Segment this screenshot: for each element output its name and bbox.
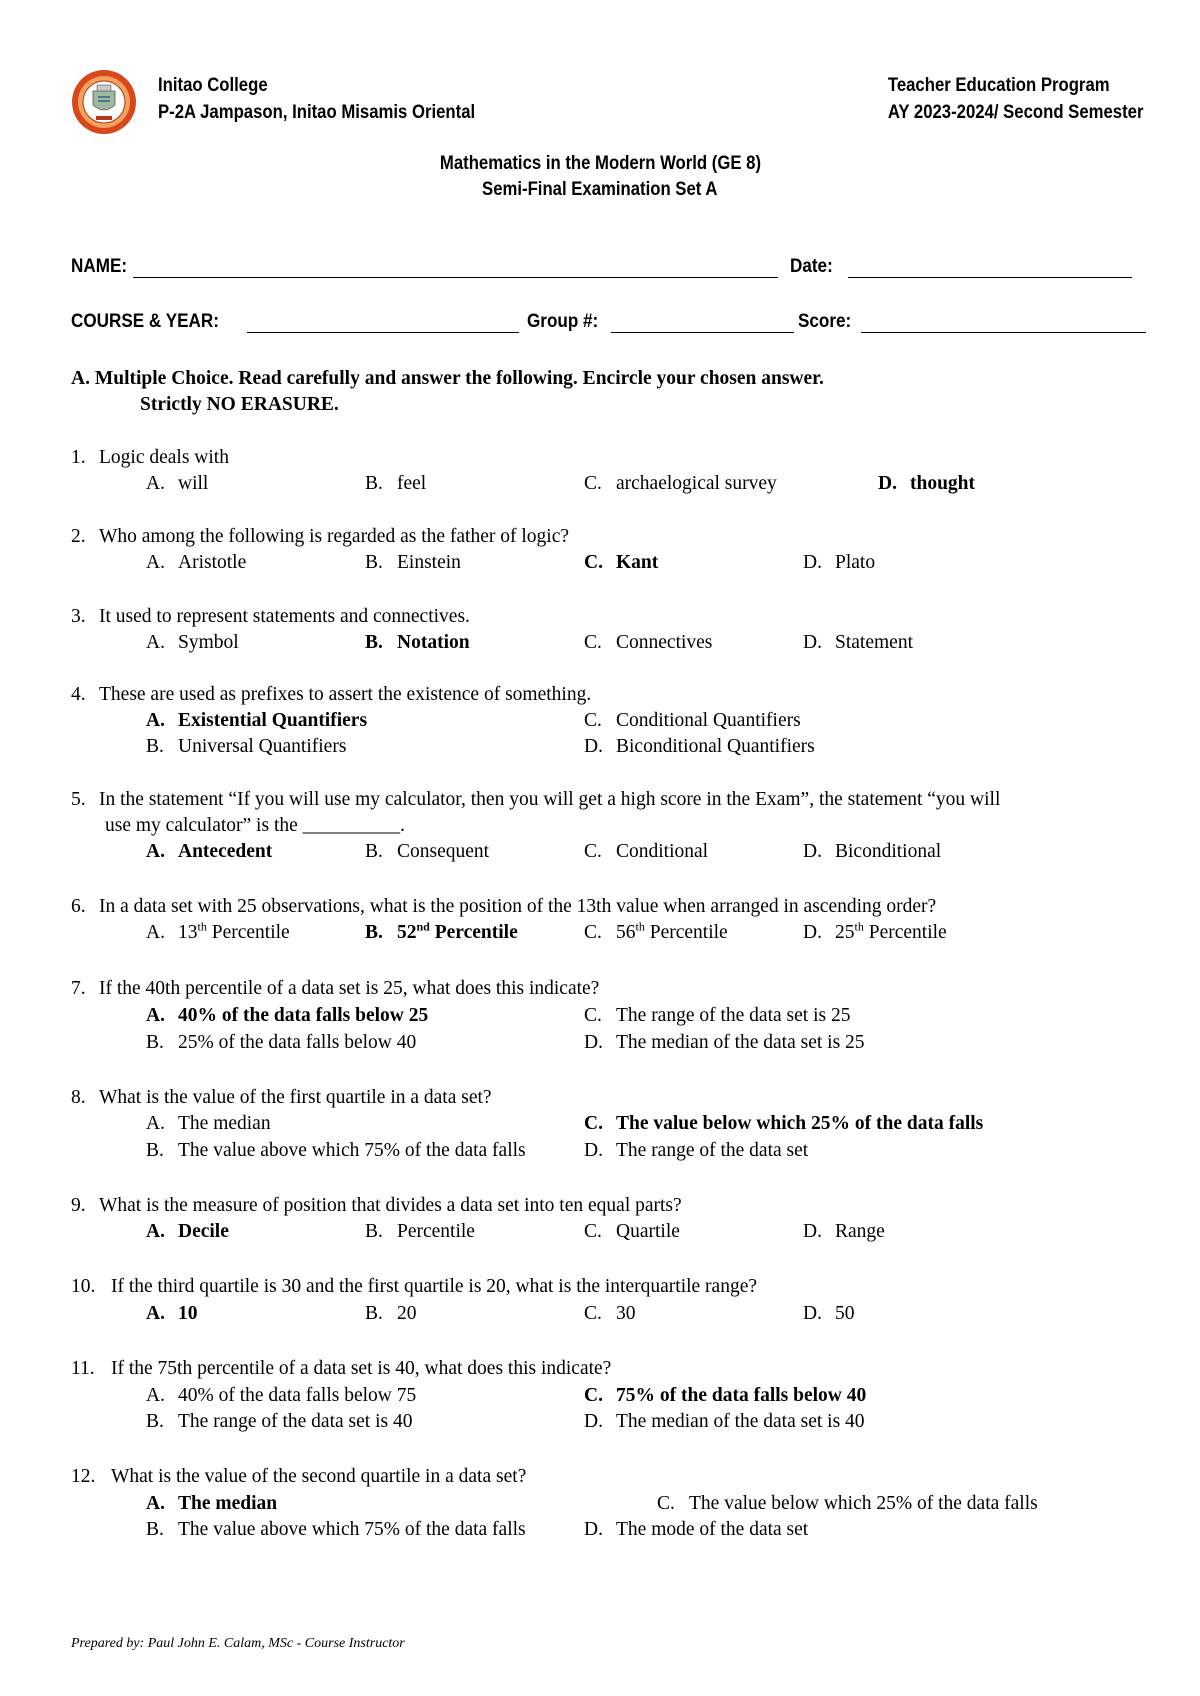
- option-a[interactable]: A. 40% of the data falls below 75: [146, 1385, 417, 1406]
- question-text: If the 75th percentile of a data set is 40, what does this indicate?: [111, 1358, 612, 1379]
- prepared-by-footer: Prepared by: Paul John E. Calam, MSc - Course Instructor: [71, 1636, 405, 1651]
- question-number: 11.: [71, 1358, 95, 1379]
- option-a[interactable]: A. The median: [146, 1493, 278, 1514]
- option-d[interactable]: D. Range: [803, 1221, 885, 1242]
- question-7: [71, 976, 599, 1002]
- option-d[interactable]: D. 25th Percentile: [803, 919, 947, 943]
- option-c[interactable]: C. Kant: [584, 552, 659, 573]
- option-d[interactable]: D. Plato: [803, 552, 876, 573]
- question-4: [71, 682, 591, 708]
- question-text: In the statement “If you will use my calculator, then you will get a high score in the Exam”, the statement “you will: [99, 789, 1001, 810]
- question-5: [71, 787, 1000, 839]
- option-d[interactable]: D. Statement: [803, 632, 913, 653]
- school-header: [158, 72, 475, 126]
- question-12: [71, 1464, 526, 1490]
- question-number: 2.: [71, 526, 86, 547]
- question-number: 3.: [71, 606, 86, 627]
- option-b[interactable]: B. 20: [365, 1303, 417, 1324]
- exam-title-block: [0, 151, 1200, 203]
- option-b[interactable]: B. Consequent: [365, 841, 490, 862]
- option-b[interactable]: B. The value above which 75% of the data falls: [146, 1140, 526, 1161]
- option-d[interactable]: D. thought: [878, 473, 976, 494]
- option-a[interactable]: A. Existential Quantifiers: [146, 710, 368, 731]
- option-a[interactable]: A. 10: [146, 1303, 198, 1324]
- date-label: Date:: [790, 256, 834, 277]
- option-b[interactable]: B. 52nd Percentile: [365, 919, 518, 943]
- option-d[interactable]: D. The range of the data set: [584, 1140, 809, 1161]
- option-b[interactable]: B. Percentile: [365, 1221, 475, 1242]
- question-text: In a data set with 25 observations, what is the position of the 13th value when arranged in ascending order?: [99, 896, 937, 917]
- option-a[interactable]: A. Antecedent: [146, 841, 273, 862]
- option-c[interactable]: C. Conditional Quantifiers: [584, 710, 801, 731]
- academic-term: AY 2023-2024/ Second Semester: [887, 102, 1143, 123]
- question-8: [71, 1085, 492, 1111]
- option-c[interactable]: C. 75% of the data falls below 40: [584, 1385, 867, 1406]
- college-seal-icon: [71, 69, 137, 135]
- option-c[interactable]: C. archaelogical survey: [584, 473, 777, 494]
- score-label: Score:: [797, 311, 851, 332]
- option-d[interactable]: D. Biconditional Quantifiers: [584, 736, 815, 757]
- name-field[interactable]: [133, 257, 778, 278]
- option-b[interactable]: B. feel: [365, 473, 427, 494]
- option-a[interactable]: A. 40% of the data falls below 25: [146, 1005, 429, 1026]
- school-name: Initao College: [158, 75, 268, 96]
- question-text: What is the measure of position that divides a data set into ten equal parts?: [99, 1195, 682, 1216]
- question-10: [71, 1274, 757, 1300]
- group-label: Group #:: [527, 311, 599, 332]
- question-11: [71, 1356, 611, 1382]
- option-d[interactable]: D. The median of the data set is 25: [584, 1032, 865, 1053]
- option-a[interactable]: A. The median: [146, 1113, 271, 1134]
- course-year-label: COURSE & YEAR:: [71, 311, 219, 332]
- question-text: These are used as prefixes to assert the existence of something.: [99, 684, 592, 705]
- score-field[interactable]: [861, 312, 1146, 333]
- question-3: [71, 604, 470, 630]
- question-text: What is the value of the first quartile in a data set?: [99, 1087, 492, 1108]
- question-2: [71, 524, 569, 550]
- option-b[interactable]: B. 25% of the data falls below 40: [146, 1032, 417, 1053]
- school-address: P-2A Jampason, Initao Misamis Oriental: [158, 102, 476, 123]
- option-c[interactable]: C. Quartile: [584, 1221, 680, 1242]
- option-d[interactable]: D. Biconditional: [803, 841, 942, 862]
- question-9: [71, 1193, 682, 1219]
- option-b[interactable]: B. Notation: [365, 632, 470, 653]
- question-number: 1.: [71, 447, 86, 468]
- exam-title: Semi-Final Examination Set A: [482, 179, 718, 200]
- instructions-line-2: Strictly NO ERASURE.: [140, 394, 339, 415]
- option-d[interactable]: D. The mode of the data set: [584, 1519, 809, 1540]
- question-text: What is the value of the second quartile in a data set?: [111, 1466, 527, 1487]
- question-number: 6.: [71, 896, 86, 917]
- instructions-line-1: A. Multiple Choice. Read carefully and answer the following. Encircle your chosen answer.: [71, 368, 824, 389]
- question-text: Logic deals with: [99, 447, 229, 468]
- option-d[interactable]: D. 50: [803, 1303, 855, 1324]
- section-instructions: [71, 366, 824, 418]
- question-text: If the third quartile is 30 and the first quartile is 20, what is the interquartile range?: [111, 1276, 758, 1297]
- question-text: It used to represent statements and connectives.: [99, 606, 470, 627]
- course-title: Mathematics in the Modern World (GE 8): [439, 153, 761, 174]
- date-field[interactable]: [848, 257, 1132, 278]
- option-c[interactable]: C. The value below which 25% of the data falls: [657, 1493, 1038, 1514]
- option-a[interactable]: A. Decile: [146, 1221, 229, 1242]
- question-number: 12.: [71, 1466, 96, 1487]
- name-label: NAME:: [71, 256, 128, 277]
- option-c[interactable]: C. The value below which 25% of the data falls: [584, 1113, 984, 1134]
- program-name: Teacher Education Program: [887, 75, 1110, 96]
- question-1: [71, 445, 229, 471]
- course-year-field[interactable]: [247, 312, 519, 333]
- question-6: [71, 894, 936, 920]
- option-c[interactable]: C. 30: [584, 1303, 636, 1324]
- option-c[interactable]: C. 56th Percentile: [584, 919, 728, 943]
- option-a[interactable]: A. Symbol: [146, 632, 239, 653]
- program-header: [887, 72, 1143, 126]
- option-b[interactable]: B. The value above which 75% of the data falls: [146, 1519, 526, 1540]
- question-number: 9.: [71, 1195, 86, 1216]
- option-b[interactable]: B. Universal Quantifiers: [146, 736, 347, 757]
- option-b[interactable]: B. Einstein: [365, 552, 461, 573]
- question-number: 4.: [71, 684, 86, 705]
- name-date-row: [71, 256, 1132, 278]
- option-c[interactable]: C. Connectives: [584, 632, 713, 653]
- question-number: 5.: [71, 789, 86, 810]
- question-text-continued: use my calculator” is the __________.: [105, 815, 406, 836]
- option-a[interactable]: A. Aristotle: [146, 552, 247, 573]
- option-b[interactable]: B. The range of the data set is 40: [146, 1411, 413, 1432]
- course-group-score-row: [71, 311, 1146, 333]
- option-a[interactable]: A. will: [146, 473, 209, 494]
- question-number: 10.: [71, 1276, 96, 1297]
- group-field[interactable]: [611, 312, 794, 333]
- question-number: 8.: [71, 1087, 86, 1108]
- question-text: If the 40th percentile of a data set is 25, what does this indicate?: [99, 978, 600, 999]
- question-text: Who among the following is regarded as the father of logic?: [99, 526, 570, 547]
- option-c[interactable]: C. The range of the data set is 25: [584, 1005, 851, 1026]
- option-a[interactable]: A. 13th Percentile: [146, 919, 290, 943]
- option-c[interactable]: C. Conditional: [584, 841, 709, 862]
- question-number: 7.: [71, 978, 86, 999]
- option-d[interactable]: D. The median of the data set is 40: [584, 1411, 865, 1432]
